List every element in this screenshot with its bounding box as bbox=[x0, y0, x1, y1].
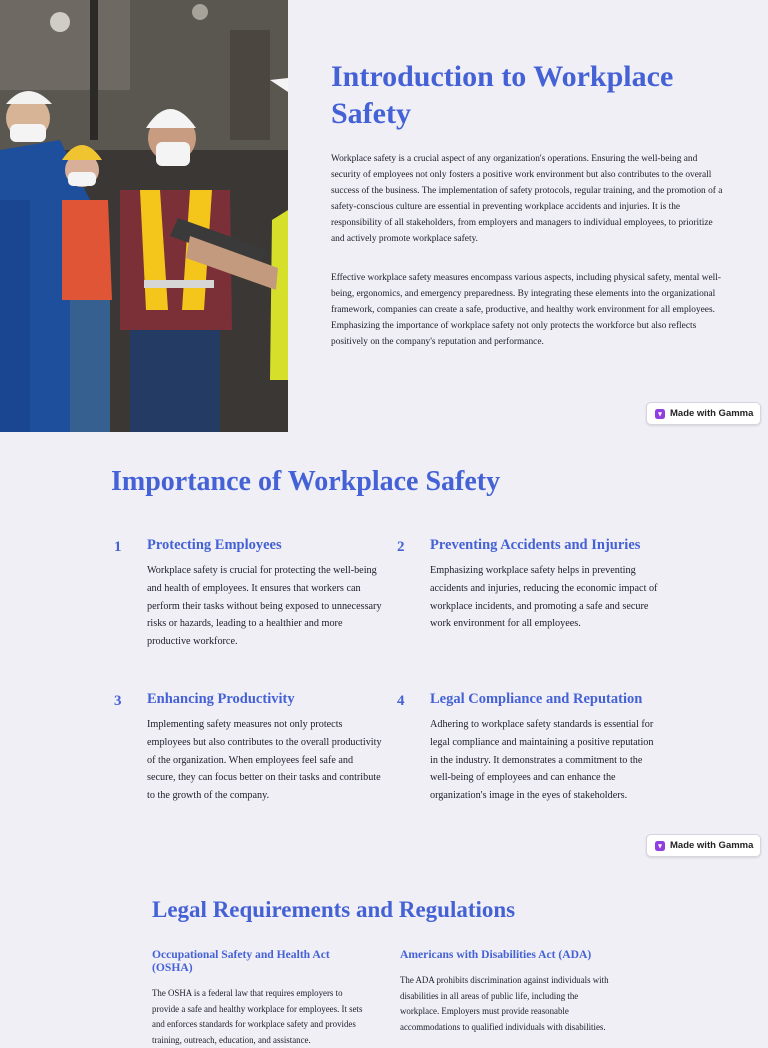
item-number: 4 bbox=[397, 693, 405, 709]
item-number: 3 bbox=[114, 693, 122, 709]
intro-text-block bbox=[331, 58, 727, 350]
legal-title: Legal Requirements and Regulations bbox=[152, 897, 516, 922]
workers-photo bbox=[0, 0, 288, 432]
slide-importance bbox=[0, 432, 768, 864]
gamma-logo-icon bbox=[655, 841, 665, 851]
item-heading: Protecting Employees bbox=[147, 537, 282, 553]
slide-legal bbox=[0, 864, 768, 1045]
importance-item-2 bbox=[397, 536, 658, 633]
intro-paragraph-1: Workplace safety is a crucial aspect of any organization's operations. Ensuring the well-being and security of employees not only fosters a positive work environment but also contributes to the overall success of the business. The implementation of safety protocols, regular training, and the promotion of a safety-conscious culture are essential in preventing workplace accidents and injuries. It is the responsibility of all stakeholders, from employers and managers to individual employees, to prioritize and actively promote workplace safety. bbox=[331, 154, 723, 245]
column-body: The ADA prohibits discrimination against individuals with disabilities in all areas of public life, including the workplace. Employers must provide reasonable accommodations to qualified individuals with disabilities. bbox=[400, 975, 609, 1032]
item-heading: Enhancing Productivity bbox=[147, 691, 295, 707]
item-body: Workplace safety is crucial for protecting the well-being and health of employees. It ensures that workers can perform their tasks without being exposed to unnecessary risks or hazards, leading to a healthier and more productive workforce. bbox=[147, 565, 382, 648]
column-body: The OSHA is a federal law that requires employers to provide a safe and healthy workplace for employees. It sets and enforces standards for workplace safety and provides training, outreach, education, and assistance. bbox=[152, 988, 363, 1045]
importance-item-1 bbox=[114, 536, 382, 651]
intro-title: Introduction to Workplace Safety bbox=[331, 60, 674, 130]
item-body: Implementing safety measures not only protects employees but also contributes to the overall productivity of the organization. When employees feel safe and secure, they can focus better on their tasks and contribute to the growth of the company. bbox=[147, 719, 382, 802]
gamma-logo-icon bbox=[655, 409, 665, 419]
made-with-gamma-button[interactable] bbox=[646, 402, 761, 425]
legal-column-osha bbox=[152, 948, 370, 1048]
importance-item-4 bbox=[397, 690, 660, 805]
column-heading: Occupational Safety and Health Act (OSHA) bbox=[152, 948, 330, 974]
intro-paragraph-2: Effective workplace safety measures encompass various aspects, including physical safety, mental well-being, ergonomics, and emergency preparedness. By integrating these elements into the organizational framework, companies can create a safe, productive, and healthy work environment for all employees. Emphasizing the importance of workplace safety not only protects the workforce but also reflects positively on the company's reputation and performance. bbox=[331, 272, 721, 347]
legal-column-ada bbox=[400, 948, 618, 1035]
item-heading: Preventing Accidents and Injuries bbox=[430, 537, 641, 553]
made-with-gamma-button[interactable] bbox=[646, 834, 761, 857]
item-number: 1 bbox=[114, 539, 122, 555]
item-number: 2 bbox=[397, 539, 405, 555]
importance-item-3 bbox=[114, 690, 382, 805]
item-body: Adhering to workplace safety standards is essential for legal compliance and maintaining a positive reputation in the industry. It demonstrates a commitment to the well-being of employees and can enhance the organization's image in the eyes of stakeholders. bbox=[430, 719, 654, 802]
badge-label: Made with Gamma bbox=[670, 840, 754, 851]
slide-introduction bbox=[0, 0, 768, 432]
item-body: Emphasizing workplace safety helps in preventing accidents and injuries, reducing the economic impact of workplace incidents, and promoting a safe and secure work environment for all employees. bbox=[430, 565, 658, 630]
column-heading: Americans with Disabilities Act (ADA) bbox=[400, 948, 592, 961]
importance-title: Importance of Workplace Safety bbox=[111, 466, 501, 497]
badge-label: Made with Gamma bbox=[670, 408, 754, 419]
item-heading: Legal Compliance and Reputation bbox=[430, 691, 643, 707]
